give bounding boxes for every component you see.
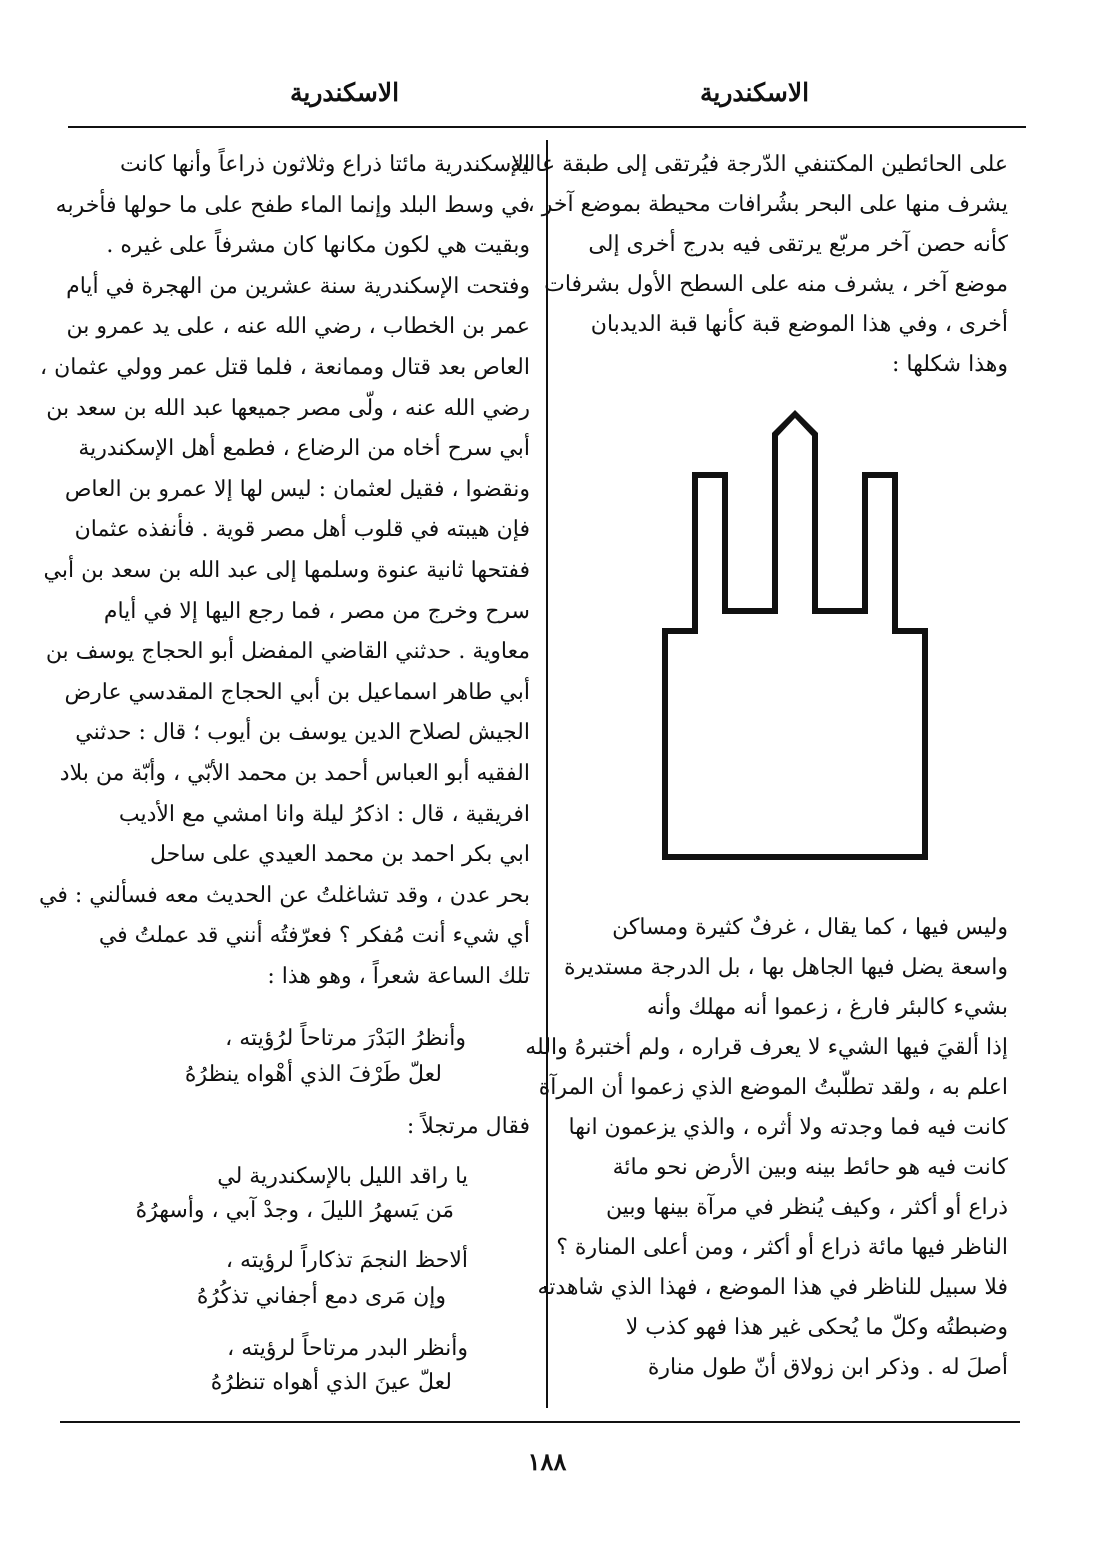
left-column-text [38, 145, 530, 997]
poem-verse-1a: وأنظرُ البَدْرَ مرتاحاً لرُؤيته ، [225, 1026, 466, 1051]
text-line: ذراع أو أكثر ، وكيف يُنظر في مرآة بينها وبين [605, 1195, 1008, 1220]
text-line: كانت فيه فما وجدته ولا أثره ، والذي يزعمون انها [568, 1115, 1008, 1140]
poem-verse-2e: وأنظر البدر مرتاحاً لرؤيته ، [227, 1336, 468, 1361]
page-number: ١٨٨ [527, 1447, 567, 1476]
poem-verse-2d: وإن مَرى دمع أجفاني تذكُرُهُ [196, 1284, 446, 1309]
text-line: ففتحها ثانية عنوة وسلمها إلى عبد الله بن سعد بن أبي [43, 557, 530, 583]
text-line: العاص بعد قتال وممانعة ، فلما قتل عمر وولي عثمان ، [39, 354, 530, 380]
text-line: فإن هيبته في قلوب أهل مصر قوية . فأنفذه عثمان [74, 517, 530, 543]
text-line: الإسكندرية مائتا ذراع وثلاثون ذراعاً وأنها كانت [119, 152, 530, 177]
text-line: واسعة يضل فيها الجاهل بها ، بل الدرجة مستديرة [564, 955, 1008, 980]
text-line: تلك الساعة شعراً ، وهو هذا : [267, 963, 530, 989]
poem-verse-2a: يا راقد الليل بالإسكندرية لي [217, 1164, 468, 1189]
text-line: وبقيت هي لكون مكانها كان مشرفاً على غيره . [106, 233, 530, 259]
text-line: ونقضوا ، فقيل لعثمان : ليس لها إلا عمرو بن العاص [64, 476, 530, 502]
text-line: سرح وخرج من مصر ، فما رجع اليها إلا في أيام [103, 598, 530, 624]
text-line: بشيء كالبئر فارغ ، زعموا أنه مهلك وأنه [646, 995, 1008, 1020]
text-line: الناظر فيها مائة ذراع أو أكثر ، ومن أعلى المنارة ؟ [556, 1235, 1008, 1260]
text-line: أخرى ، وفي هذا الموضع قبة كأنها قبة الديدبان [590, 312, 1008, 337]
text-line: يشرف منها على البحر بشُرافات محيطة بموضع آخر ، [527, 192, 1008, 217]
poem-verse-2c: ألاحظ النجمَ تذكاراً لرؤيته ، [225, 1248, 468, 1273]
text-line: رضي الله عنه ، ولّى مصر جميعها عبد الله بن سعد بن [46, 395, 530, 421]
text-line: وهذا شكلها : [892, 352, 1008, 377]
text-line: بحر عدن ، وقد تشاغلتُ عن الحديث معه فسألني : في [38, 882, 530, 908]
dome-outline [662, 410, 928, 860]
column-divider [546, 140, 548, 1408]
text-line: فلا سبيل للناظر في هذا الموضع ، فهذا الذي شاهدته [537, 1275, 1008, 1300]
header-rule [68, 126, 1026, 128]
text-line: وفتحت الإسكندرية سنة عشرين من الهجرة في أيام [66, 273, 530, 299]
footer-rule [60, 1421, 1020, 1423]
right-column-top-text [510, 145, 1008, 385]
text-line: وليس فيها ، كما يقال ، غرفٌ كثيرة ومساكن [612, 915, 1008, 940]
text-line: في وسط البلد وإنما الماء طفح على ما حولها فأخربه [55, 192, 530, 218]
text-line: كانت فيه هو حائط بينه وبين الأرض نحو مائة [612, 1155, 1008, 1180]
right-column-bottom-text [525, 908, 1008, 1388]
text-line: افريقية ، قال : اذكرُ ليلة وانا امشي مع الأديب [118, 801, 530, 827]
text-line: أصلَ له . وذكر ابن زولاق أنّ طول منارة [647, 1355, 1008, 1380]
text-line: إذا ألقيَ فيها الشيء لا يعرف قراره ، ولم أختبرهُ والله [525, 1035, 1008, 1060]
text-line: اعلم به ، ولقد تطلّبتُ الموضع الذي زعموا أن المرآة [538, 1075, 1008, 1100]
poem-transition: فقال مرتجلاً : [406, 1114, 530, 1139]
lighthouse-dome-figure [640, 400, 940, 870]
text-line: على الحائطين المكتنفي الدّرجة فيُرتقى إلى طبقة عالية [510, 152, 1008, 177]
text-line: ابي بكر احمد بن محمد العيدي على ساحل [149, 842, 530, 868]
text-line: عمر بن الخطاب ، رضي الله عنه ، على يد عمرو بن [66, 314, 530, 340]
running-header-left: الاسكندرية [290, 78, 400, 107]
poem-verse-2f: لعلّ عينَ الذي أهواه تنظرُهُ [210, 1370, 452, 1395]
text-line: كأنه حصن آخر مربّع يرتقى فيه بدرج أخرى إلى [588, 232, 1008, 257]
text-line: أي شيء أنت مُفكر ؟ فعرّفتُه أنني قد عملتُ في [98, 923, 530, 949]
poem-verse-1b: لعلّ طَرْفَ الذي أهْواه ينظرُهُ [184, 1062, 442, 1087]
text-line: وضبطتُه وكلّ ما يُحكى غير هذا فهو كذب لا [625, 1315, 1008, 1340]
text-line: موضع آخر ، يشرف منه على السطح الأول بشرفات [544, 272, 1008, 297]
text-line: الجيش لصلاح الدين يوسف بن أيوب ؛ قال : حدثني [75, 720, 530, 746]
poem-verse-2b: مَن يَسهرُ الليلَ ، وجدْ آبي ، وأسهرُهُ [135, 1198, 454, 1223]
running-header-right: الاسكندرية [700, 78, 810, 107]
text-line: الفقيه أبو العباس أحمد بن محمد الأبّي ، وأبّة من بلاد [59, 760, 530, 786]
text-line: أبي طاهر اسماعيل بن أبي الحجاج المقدسي عارض [64, 679, 530, 705]
text-line: أبي سرح أخاه من الرضاع ، فطمع أهل الإسكندرية [78, 436, 530, 462]
text-line: معاوية . حدثني القاضي المفضل أبو الحجاج يوسف بن [45, 639, 530, 665]
